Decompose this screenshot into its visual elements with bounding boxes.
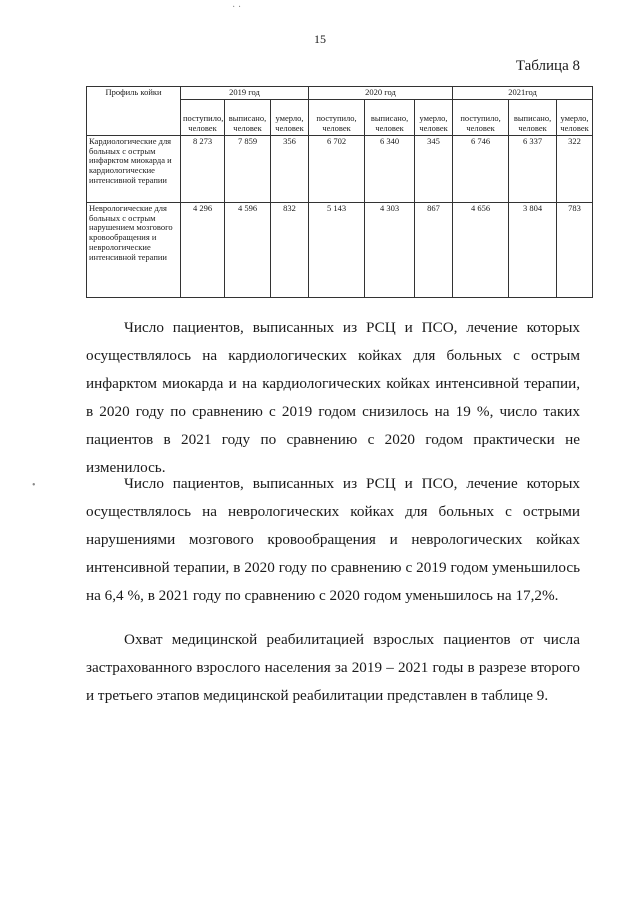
cell-value: 867 <box>415 202 453 297</box>
cell-value: 3 804 <box>509 202 557 297</box>
cell-value: 356 <box>271 135 309 202</box>
cell-value: 5 143 <box>309 202 365 297</box>
cell-value: 783 <box>557 202 593 297</box>
subheader: умерло, человек <box>557 99 593 135</box>
cell-value: 6 702 <box>309 135 365 202</box>
cell-value: 345 <box>415 135 453 202</box>
paragraph-text: Число пациентов, выписанных из РСЦ и ПСО, лечение которых осуществлялось на кардиологических койках для больных с острым инфарктом миокарда и на кардиологических койках интенсивной терапии, в 2020 году по сравнению с 2019 годом снизилось на 19 %, число таких пациентов в 2021 году по сравнению с 2020 годом практически не изменилось. <box>86 319 580 476</box>
subheader: выписано, человек <box>225 99 271 135</box>
table-row <box>87 202 593 297</box>
cell-value: 4 596 <box>225 202 271 297</box>
profile-header: Профиль койки <box>87 87 181 136</box>
subheader: поступило, человек <box>181 99 225 135</box>
scan-mark: • <box>32 480 36 491</box>
table-row <box>87 135 593 202</box>
cell-value: 4 296 <box>181 202 225 297</box>
table-caption: Таблица 8 <box>515 58 580 74</box>
cell-value: 6 340 <box>365 135 415 202</box>
paragraph-text: Охват медицинской реабилитацией взрослых пациентов от числа застрахованного взрослого населения за 2019 – 2021 годы в разрезе второго и третьего этапов медицинской реабилитации представлен в таблице 9. <box>86 631 580 704</box>
subheader: поступило, человек <box>453 99 509 135</box>
data-table <box>86 86 593 298</box>
cell-value: 4 656 <box>453 202 509 297</box>
year-header: 2020 год <box>309 87 453 100</box>
row-profile: Кардиологические для больных с острым инфарктом миокарда и кардиологические интенсивной терапии <box>87 135 181 202</box>
year-header: 2019 год <box>181 87 309 100</box>
subheader: поступило, человек <box>309 99 365 135</box>
paragraph-neuro <box>86 470 580 610</box>
year-header: 2021год <box>453 87 593 100</box>
scan-mark: · · <box>232 2 242 13</box>
subheader: выписано, человек <box>365 99 415 135</box>
subheader: умерло, человек <box>271 99 309 135</box>
cell-value: 832 <box>271 202 309 297</box>
paragraph-text: Число пациентов, выписанных из РСЦ и ПСО, лечение которых осуществлялось на неврологических койках для больных с острыми нарушениями мозгового кровообращения и неврологических койках интенсивной терапии, в 2020 году по сравнению с 2019 годом уменьшилось на 6,4 %, в 2021 году по сравнению с 2020 годом уменьшилось на 17,2%. <box>86 475 580 604</box>
cell-value: 8 273 <box>181 135 225 202</box>
row-profile: Неврологические для больных с острым нарушением мозгового кровообращения и неврологические интенсивной терапии <box>87 202 181 297</box>
cell-value: 6 337 <box>509 135 557 202</box>
paragraph-cardio <box>86 314 580 482</box>
page-number: 15 <box>314 32 326 46</box>
cell-value: 322 <box>557 135 593 202</box>
cell-value: 4 303 <box>365 202 415 297</box>
subheader: умерло, человек <box>415 99 453 135</box>
cell-value: 6 746 <box>453 135 509 202</box>
cell-value: 7 859 <box>225 135 271 202</box>
subheader: выписано, человек <box>509 99 557 135</box>
paragraph-rehab <box>86 626 580 710</box>
